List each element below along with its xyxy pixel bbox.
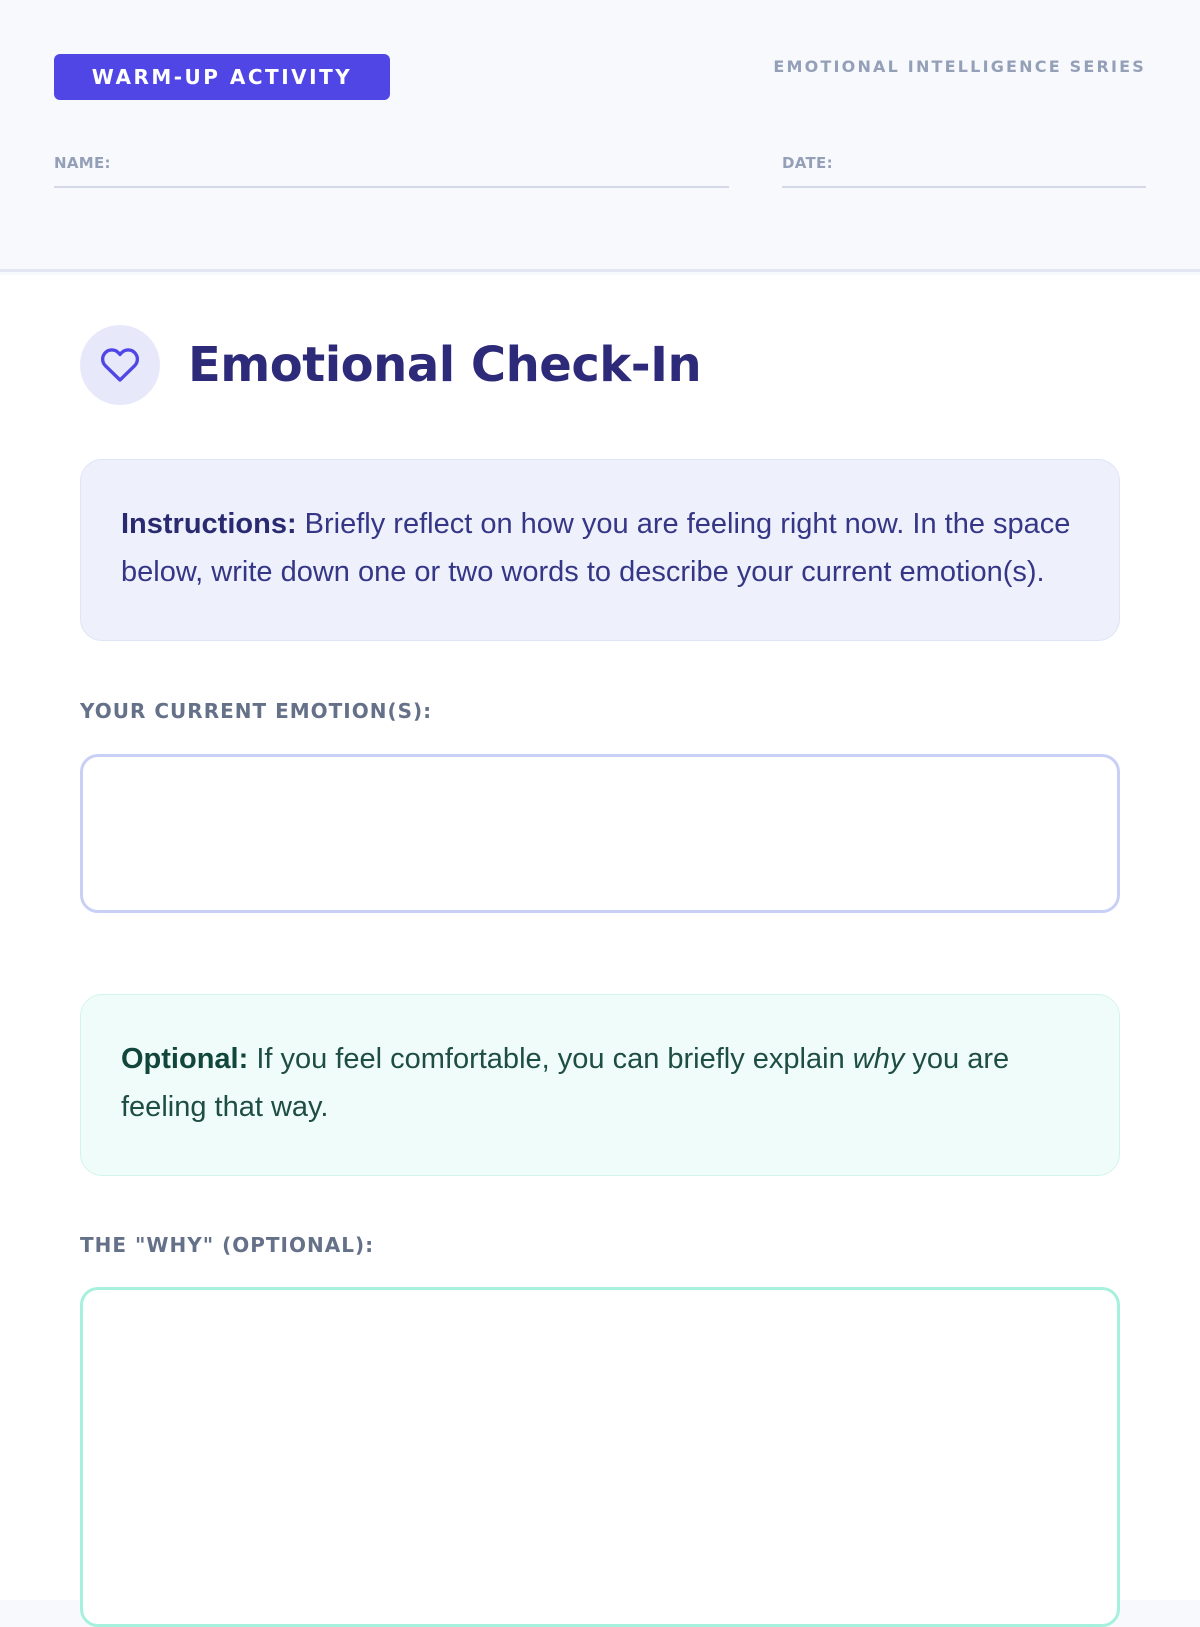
why-input[interactable] (80, 1287, 1120, 1627)
heart-icon (80, 325, 160, 405)
optional-emphasis: why (852, 1043, 905, 1075)
worksheet-body (0, 275, 1200, 1600)
date-field[interactable] (782, 150, 1146, 188)
why-label: THE "WHY" (OPTIONAL): (80, 1233, 375, 1257)
page-header (0, 0, 1200, 272)
activity-badge: WARM-UP ACTIVITY (54, 54, 390, 100)
optional-text-before: If you feel comfortable, you can briefly explain (248, 1043, 853, 1075)
name-field[interactable] (54, 150, 729, 188)
emotions-label: YOUR CURRENT EMOTION(S): (80, 699, 433, 723)
emotions-input[interactable] (80, 754, 1120, 913)
name-label: NAME: (54, 154, 111, 172)
optional-text-after: you are feeling that way. (121, 1043, 1010, 1123)
series-label: EMOTIONAL INTELLIGENCE SERIES (773, 57, 1146, 76)
instructions-lead: Instructions: (121, 508, 297, 540)
optional-lead: Optional: (121, 1043, 249, 1075)
instructions-text: Briefly reflect on how you are feeling right now. In the space below, write down one or two words to describe your current emotion(s). (121, 508, 1071, 588)
date-label: DATE: (782, 154, 833, 172)
instructions-callout (80, 459, 1120, 641)
page-title: Emotional Check-In (188, 337, 702, 393)
optional-callout (80, 994, 1120, 1176)
